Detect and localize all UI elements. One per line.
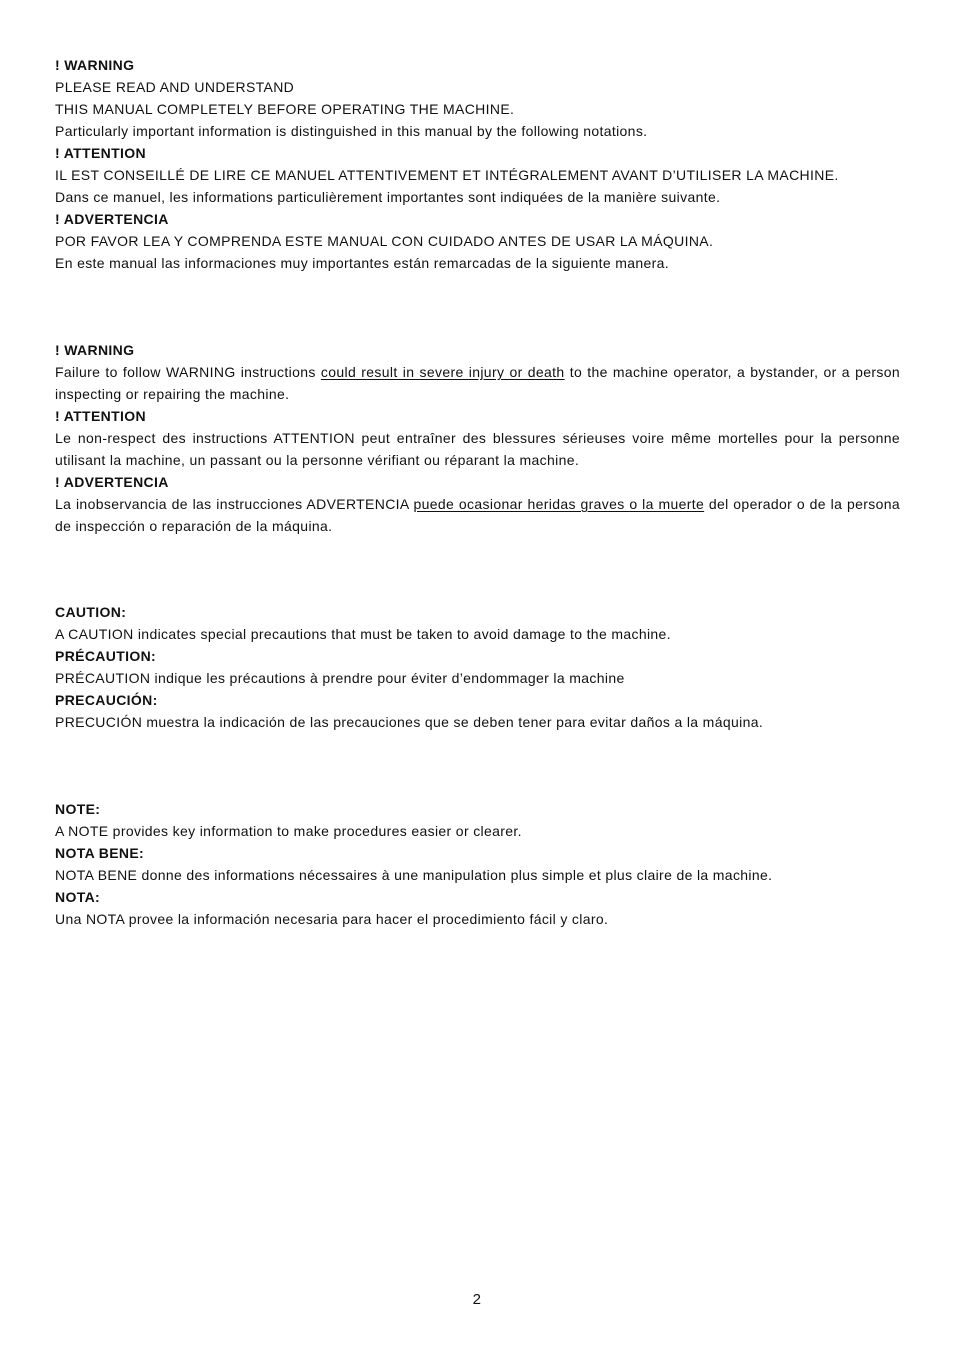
intro-es-line-1: POR FAVOR LEA Y COMPRENDA ESTE MANUAL CON CUIDADO ANTES DE USAR LA MÁQUINA. [55, 233, 714, 249]
intro-fr-heading: ! ATTENTION [55, 145, 146, 161]
warning-es-text-end: del operador o de la persona de inspección o reparación de la máquina. [55, 496, 900, 534]
caution-en-text: A CAUTION indicates special precautions that must be taken to avoid damage to the machine. [55, 626, 671, 642]
warning-fr-text: Le non-respect des instructions ATTENTION peut entraîner des blessures sérieuses voire même mortelles pour la personne utilisant la machine, un passant ou la personne vérifiant ou réparant la machine. [55, 430, 900, 468]
intro-en-line-1: PLEASE READ AND UNDERSTAND [55, 79, 295, 95]
intro-en-line-2: THIS MANUAL COMPLETELY BEFORE OPERATING THE MACHINE. [55, 101, 515, 117]
intro-es-heading: ! ADVERTENCIA [55, 211, 169, 227]
note-fr-heading: NOTA BENE: [55, 845, 145, 861]
note-es-heading: NOTA: [55, 889, 101, 905]
warning-fr-heading: ! ATTENTION [55, 408, 146, 424]
warning-en-text-start: Failure to follow WARNING instructions [55, 364, 321, 380]
caution-fr-text: PRÉCAUTION indique les précautions à prendre pour éviter d’endommager la machine [55, 670, 625, 686]
caution-es-text: PRECUCIÓN muestra la indicación de las precauciones que se deben tener para evitar daños a la máquina. [55, 714, 764, 730]
warning-es-heading: ! ADVERTENCIA [55, 474, 169, 490]
note-en-text: A NOTE provides key information to make procedures easier or clearer. [55, 823, 522, 839]
warning-es-text-start: La inobservancia de las instrucciones ADVERTENCIA [55, 496, 414, 512]
intro-section [55, 54, 900, 274]
warning-es-emphasis: puede ocasionar heridas graves o la muerte [413, 496, 705, 512]
warning-en-text-end: to the machine operator, a bystander, or a person inspecting or repairing the machine. [55, 364, 901, 402]
page-number: 2 [472, 1291, 482, 1308]
note-es-text: Una NOTA provee la información necesaria para hacer el procedimiento fácil y claro. [55, 911, 609, 927]
warning-en-heading: ! WARNING [55, 342, 135, 358]
caution-en-heading: CAUTION: [55, 604, 127, 620]
warning-es-text [55, 493, 900, 537]
note-section [55, 798, 900, 930]
caution-es-heading: PRECAUCIÓN: [55, 692, 158, 708]
note-fr-text: NOTA BENE donne des informations nécessaires à une manipulation plus simple et plus claire de la machine. [55, 867, 773, 883]
warning-en-text [55, 361, 900, 405]
warning-section [55, 339, 900, 537]
intro-en-line-3: Particularly important information is distinguished in this manual by the following notations. [55, 123, 648, 139]
intro-fr-line-1: IL EST CONSEILLÉ DE LIRE CE MANUEL ATTENTIVEMENT ET INTÉGRALEMENT AVANT D’UTILISER LA MACHINE. [55, 167, 839, 183]
note-en-heading: NOTE: [55, 801, 101, 817]
intro-es-line-2: En este manual las informaciones muy importantes están remarcadas de la siguiente manera. [55, 255, 670, 271]
intro-fr-line-2: Dans ce manuel, les informations particulièrement importantes sont indiquées de la manière suivante. [55, 189, 721, 205]
warning-en-emphasis: could result in severe injury or death [320, 364, 565, 380]
caution-fr-heading: PRÉCAUTION: [55, 648, 157, 664]
caution-section [55, 601, 900, 733]
intro-en-heading: ! WARNING [55, 57, 135, 73]
